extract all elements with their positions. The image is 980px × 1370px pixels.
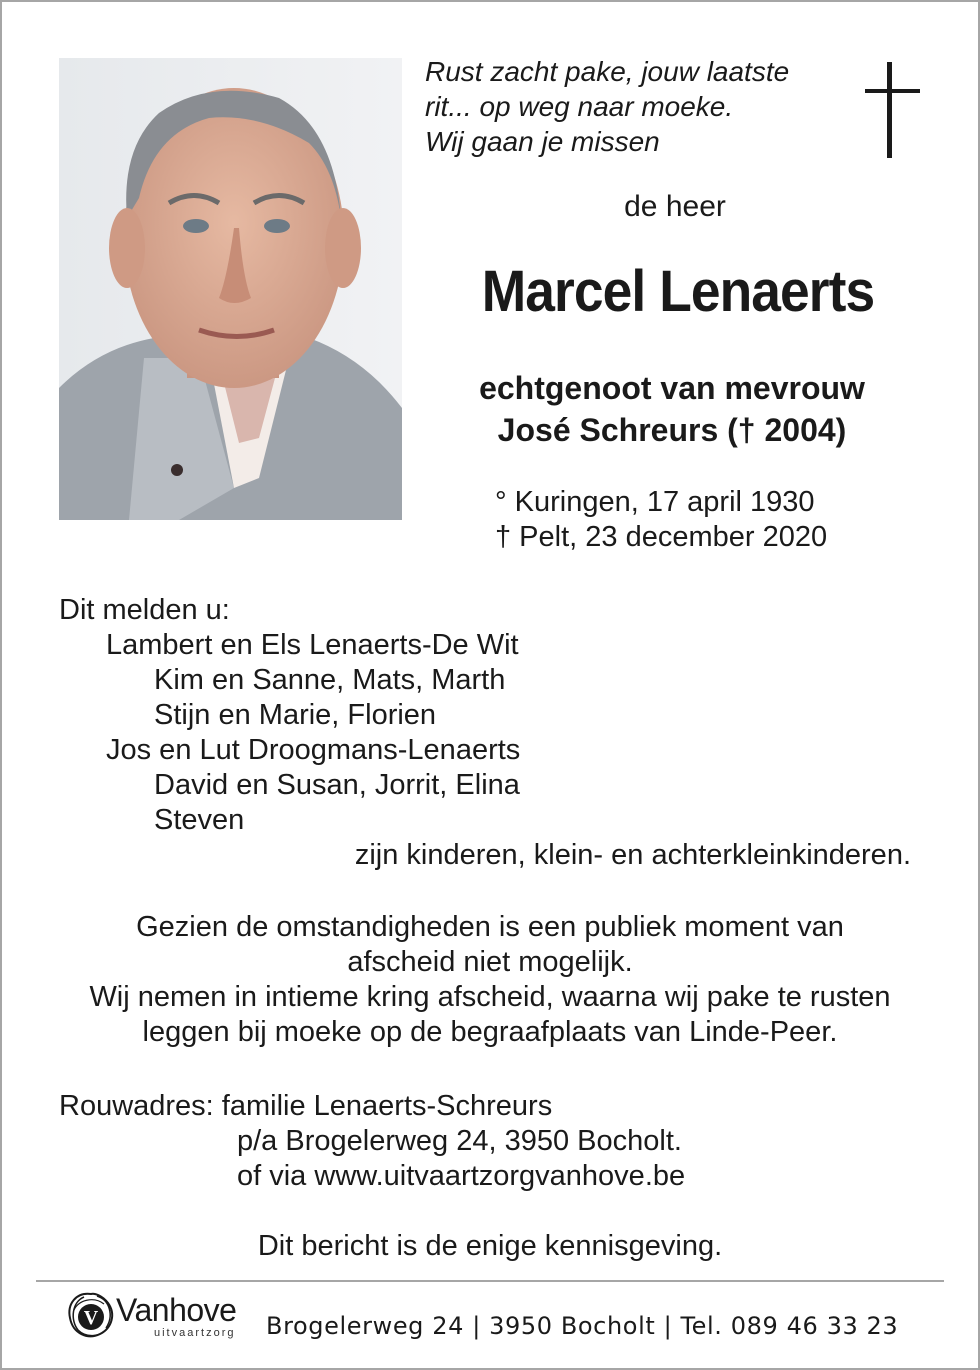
notice-line: Wij nemen in intieme kring afscheid, waarna wij pake te rusten: [89, 981, 891, 1013]
family-member: Stijn en Marie, Florien: [154, 699, 437, 731]
memorial-quote: [425, 54, 855, 159]
honorific: de heer: [624, 190, 726, 223]
footer-contact: Brogelerweg 24 | 3950 Bocholt | Tel. 089 46 33 23: [266, 1312, 899, 1340]
family-announcement: [59, 593, 939, 873]
spouse-line: echtgenoot van mevrouw: [479, 370, 865, 406]
family-member: Jos en Lut Droogmans-Lenaerts: [106, 734, 521, 766]
portrait-photo: [59, 58, 402, 520]
announce-intro: Dit melden u:: [59, 594, 230, 626]
quote-line: Wij gaan je missen: [425, 126, 660, 157]
spouse-info: [400, 367, 944, 451]
logo-subtitle: uitvaartzorg: [154, 1327, 236, 1339]
cross-icon: [862, 62, 922, 160]
notice-line: leggen bij moeke op de begraafplaats van Linde-Peer.: [142, 1016, 838, 1048]
family-member: Lambert en Els Lenaerts-De Wit: [106, 629, 519, 661]
life-dates: [495, 485, 875, 555]
notice-line: afscheid niet mogelijk.: [347, 946, 633, 978]
death-date: † Pelt, 23 december 2020: [495, 521, 828, 553]
mourning-address: [59, 1089, 939, 1194]
only-notice: Dit bericht is de enige kennisgeving.: [257, 1230, 723, 1262]
address-line: Rouwadres: familie Lenaerts-Schreurs: [59, 1090, 553, 1122]
deceased-name: Marcel Lenaerts: [481, 259, 875, 324]
family-closing: zijn kinderen, klein- en achterkleinkinderen.: [354, 839, 911, 871]
notice-line: Gezien de omstandigheden is een publiek moment van: [136, 911, 844, 943]
family-member: Steven: [154, 804, 245, 836]
logo-mark-letter: V: [83, 1307, 99, 1329]
logo-name: Vanhove: [116, 1292, 237, 1328]
vanhove-logo-icon: [64, 1288, 118, 1344]
spouse-line: José Schreurs († 2004): [497, 412, 847, 448]
quote-line: rit... op weg naar moeke.: [425, 91, 734, 122]
website-link[interactable]: of via www.uitvaartzorgvanhove.be: [237, 1160, 686, 1192]
family-member: David en Susan, Jorrit, Elina: [154, 769, 520, 801]
footer-divider: [36, 1280, 944, 1282]
quote-line: Rust zacht pake, jouw laatste: [425, 56, 790, 87]
family-member: Kim en Sanne, Mats, Marth: [154, 664, 506, 696]
address-line: p/a Brogelerweg 24, 3950 Bocholt.: [237, 1125, 682, 1157]
farewell-notice: [40, 910, 940, 1050]
vanhove-logo: [64, 1288, 254, 1348]
birth-date: ° Kuringen, 17 april 1930: [495, 486, 815, 518]
